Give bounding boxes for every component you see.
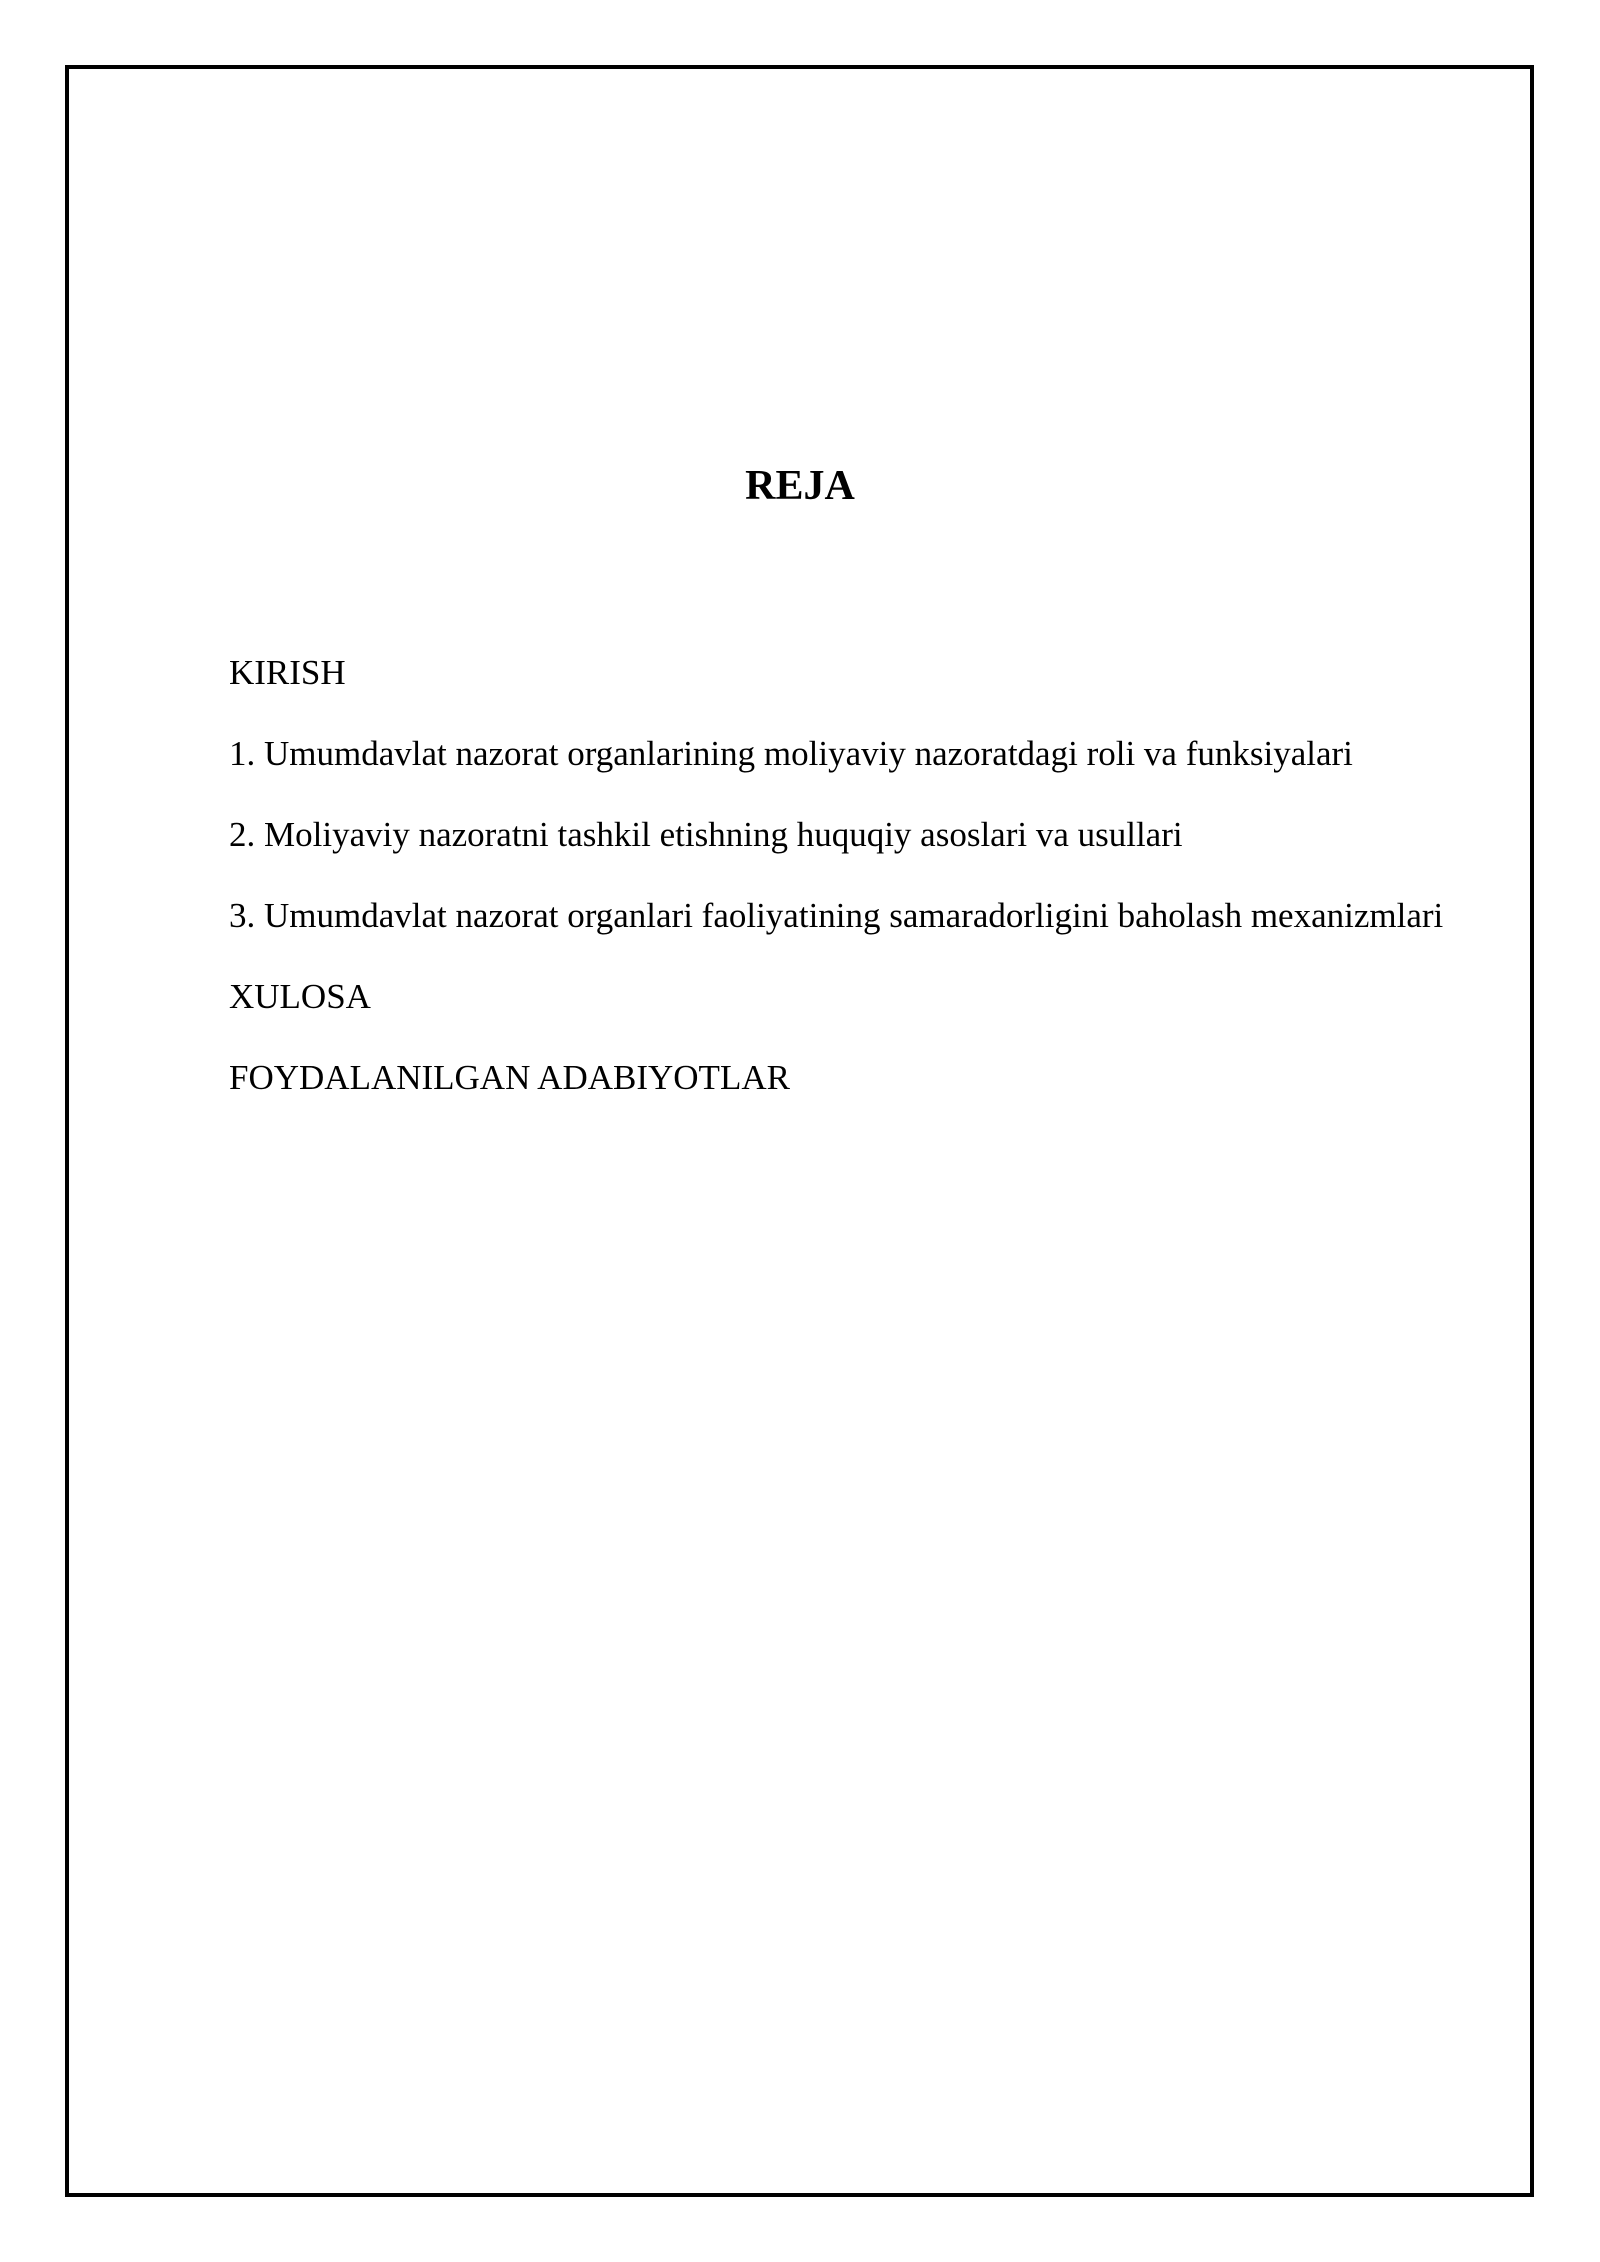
- page-border: [65, 65, 1534, 2197]
- toc-item-chapter-2: 2. Moliyaviy nazoratni tashkil etishning huquqiy asoslari va usullari: [229, 815, 1183, 854]
- page-title: REJA: [745, 463, 855, 509]
- toc-item-conclusion: XULOSA: [229, 977, 371, 1016]
- toc-item-chapter-1: 1. Umumdavlat nazorat organlarining moliyaviy nazoratdagi roli va funksiyalari: [229, 734, 1353, 773]
- toc-item-chapter-3: 3. Umumdavlat nazorat organlari faoliyatining samaradorligini baholash mexanizmlari: [229, 896, 1444, 935]
- table-of-contents: [229, 640, 1489, 1126]
- toc-item-introduction: KIRISH: [229, 653, 346, 692]
- toc-item-references: FOYDALANILGAN ADABIYOTLAR: [229, 1058, 790, 1097]
